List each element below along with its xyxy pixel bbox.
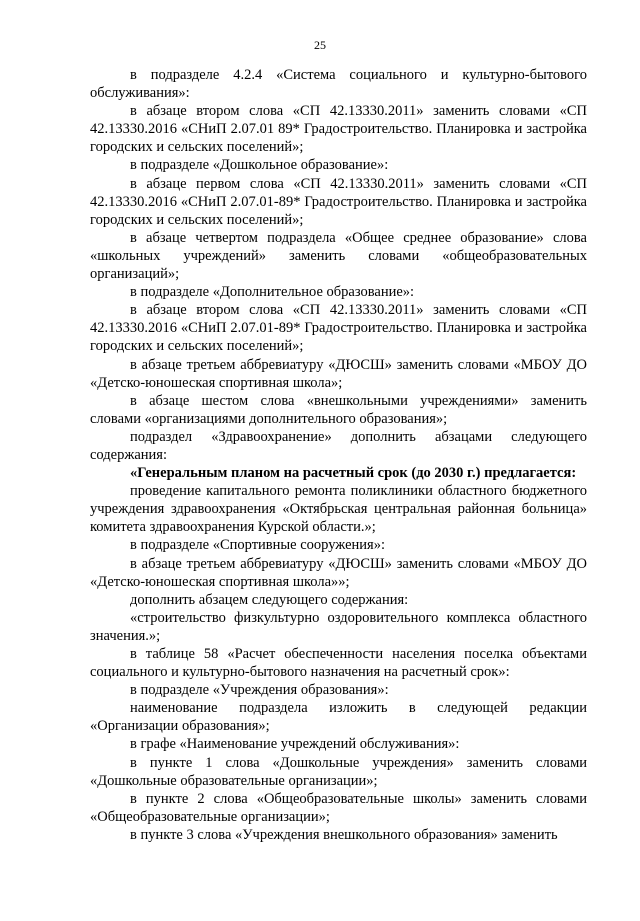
paragraph: подраздел «Здравоохранение» дополнить абзацами следующего содержания: bbox=[90, 428, 587, 463]
paragraph: в абзаце шестом слова «внешкольными учреждениями» заменить словами «организациями дополнительного образования»; bbox=[90, 392, 587, 427]
paragraph: в абзаце четвертом подраздела «Общее среднее образование» слова «школьных учреждений» заменить словами «общеобразовательных организаций»; bbox=[90, 229, 587, 283]
paragraph: в абзаце третьем аббревиатуру «ДЮСШ» заменить словами «МБОУ ДО «Детско-юношеская спортивная школа»»; bbox=[90, 555, 587, 590]
paragraph: в подразделе 4.2.4 «Система социального и культурно-бытового обслуживания»: bbox=[90, 67, 587, 102]
paragraph: в таблице 58 «Расчет обеспеченности населения поселка объектами социального и культурно-бытового назначения на расчетный срок»: bbox=[90, 646, 587, 681]
paragraph: в графе «Наименование учреждений обслуживания»: bbox=[130, 736, 460, 753]
paragraph: наименование подраздела изложить в следующей редакции «Организации образования»; bbox=[90, 700, 587, 735]
paragraph: в абзаце третьем аббревиатуру «ДЮСШ» заменить словами «МБОУ ДО «Детско-юношеская спортивная школа»; bbox=[90, 356, 587, 391]
paragraph: проведение капитального ремонта поликлиники областного бюджетного учреждения здравоохранения «Октябрьская центральная районная больница» комитета здравоохранения Курской области.»; bbox=[90, 483, 587, 536]
paragraph: в подразделе «Дошкольное образование»: bbox=[130, 157, 389, 174]
paragraph: дополнить абзацем следующего содержания: bbox=[130, 591, 409, 608]
document-body bbox=[90, 66, 587, 844]
bold-paragraph: «Генеральным планом на расчетный срок (до 2030 г.) предлагается: bbox=[130, 465, 577, 482]
paragraph: в пункте 1 слова «Дошкольные учреждения» заменить словами «Дошкольные образовательные организации»; bbox=[90, 754, 587, 789]
paragraph: в пункте 2 слова «Общеобразовательные школы» заменить словами «Общеобразовательные организации»; bbox=[90, 790, 587, 825]
paragraph: «строительство физкультурно оздоровительного комплекса областного значения.»; bbox=[90, 609, 587, 644]
paragraph: в подразделе «Дополнительное образование»: bbox=[130, 284, 415, 301]
paragraph: в подразделе «Учреждения образования»: bbox=[130, 682, 389, 699]
paragraph: в абзаце первом слова «СП 42.13330.2011» заменить словами «СП 42.13330.2016 «СНиП 2.07.01-89* Градостроительство. Планировка и застройка городских и сельских поселений»; bbox=[90, 175, 587, 228]
page-number: 25 bbox=[314, 38, 326, 52]
paragraph: в абзаце втором слова «СП 42.13330.2011» заменить словами «СП 42.13330.2016 «СНиП 2.07.01 89* Градостроительство. Планировка и застройка городских и сельских поселений»; bbox=[90, 103, 587, 156]
paragraph: в пункте 3 слова «Учреждения внешкольного образования» заменить bbox=[130, 826, 558, 843]
paragraph: в подразделе «Спортивные сооружения»: bbox=[130, 537, 385, 554]
paragraph: в абзаце втором слова «СП 42.13330.2011» заменить словами «СП 42.13330.2016 «СНиП 2.07.01-89* Градостроительство. Планировка и застройка городских и сельских поселений»; bbox=[90, 302, 587, 355]
